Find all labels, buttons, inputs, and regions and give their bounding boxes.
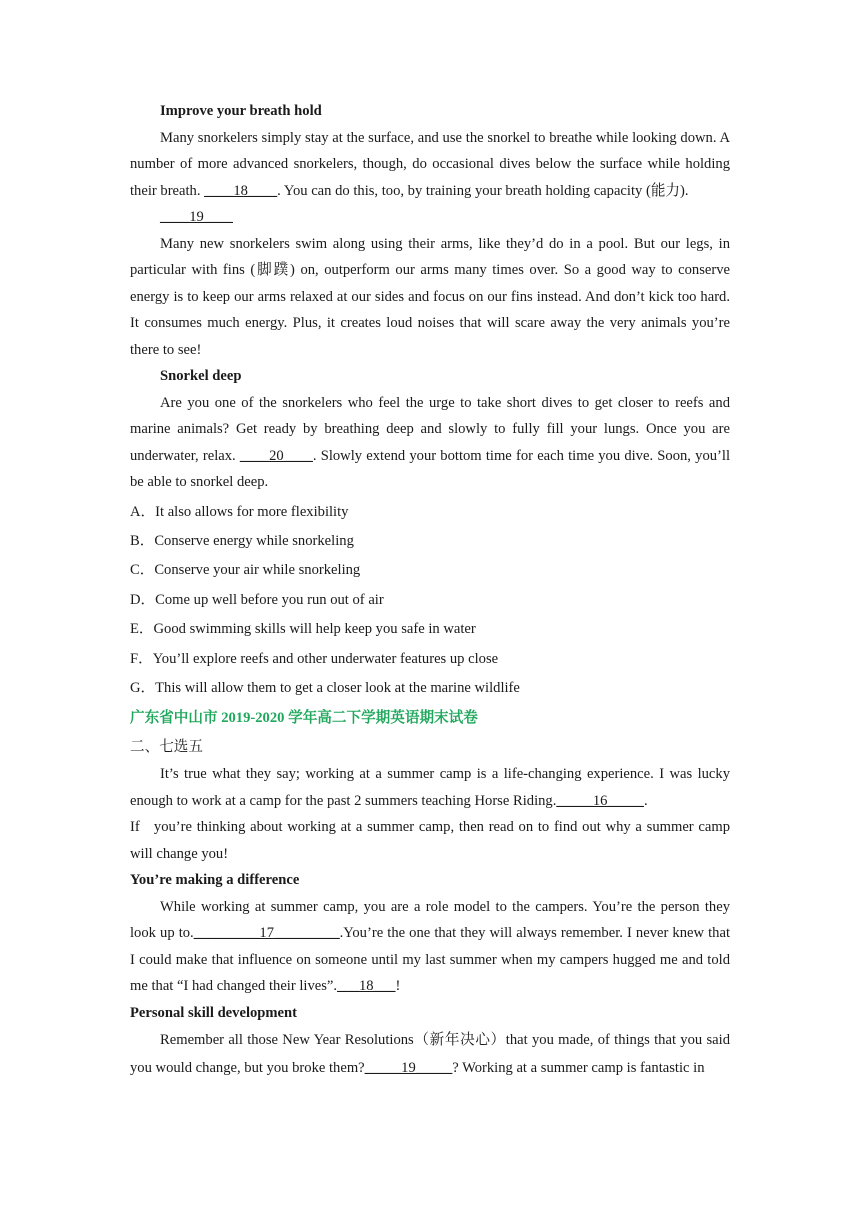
text-segment: .	[643, 792, 648, 809]
paragraph-resolutions	[130, 1026, 730, 1082]
options-list	[130, 498, 730, 704]
paragraph-summer-camp-intro	[130, 761, 730, 814]
heading-breath-hold: Improve your breath hold	[160, 103, 322, 119]
blank-18: ____18____	[204, 182, 278, 199]
option-a: A．It also allows for more flexibility	[130, 503, 349, 520]
blank-19-heading	[130, 204, 730, 231]
option-g: G．This will allow them to get a closer look at the marine wildlife	[130, 679, 520, 696]
paragraph-snorkel-deep	[130, 390, 730, 496]
blank-19: ____19____	[160, 209, 233, 225]
text-segment: Are you one of the snorkelers who feel the urge to take short dives to get closer to reefs and marine animals? Get ready by breathing deep and slowly to fully fill your lungs. Once you are underwater, relax.	[130, 394, 730, 464]
blank-18b: ___18___	[337, 978, 396, 995]
text-segment: Many snorkelers simply stay at the surface, and use the snorkel to breathe while looking down. A number of more advanced snorkelers, though, do occasional dives below the surface while holding their breath.	[130, 129, 730, 199]
paragraph-role-model	[130, 894, 730, 1000]
paragraph-breath-hold	[130, 125, 730, 205]
blank-19b: _____19_____	[364, 1060, 453, 1077]
heading-skill-development: Personal skill development	[130, 1004, 298, 1021]
option-e: E．Good swimming skills will help keep you safe in water	[130, 621, 476, 638]
heading-snorkel-deep: Snorkel deep	[160, 368, 242, 384]
section-title: 二、七选五	[130, 739, 203, 756]
blank-16: _____16_____	[556, 792, 644, 809]
text-segment: . You can do this, too, by training your breath holding capacity (能力).	[277, 182, 689, 199]
text-segment: While working at summer camp, you are a role model to the campers. You’re the person they look up to.	[130, 898, 730, 942]
blank-17: _________17_________	[193, 925, 340, 942]
text-segment: . Slowly extend your bottom time for each time you dive. Soon, you’ll be able to snorkel deep.	[130, 447, 731, 490]
blank-20: ____20____	[239, 447, 313, 464]
option-b: B．Conserve energy while snorkeling	[130, 532, 354, 549]
source-title: 广东省中山市 2019-2020 学年高二下学期英语期末试卷	[130, 710, 478, 727]
text-segment: ? Working at a summer camp is fantastic in	[452, 1060, 705, 1077]
heading-making-difference: You’re making a difference	[130, 872, 300, 889]
option-f: F．You’ll explore reefs and other underwater features up close	[130, 650, 499, 667]
text-segment: It’s true what they say; working at a summer camp is a life-changing experience. I was lucky enough to work at a camp for the past 2 summers teaching Horse Riding.	[130, 766, 730, 809]
text-segment: !	[395, 978, 401, 995]
text-segment: .You’re the one that they will always remember. I never knew that I could make that influence on someone until my last summer when my campers hugged me and told me that “I had changed their lives”.	[130, 925, 730, 995]
option-c: C．Conserve your air while snorkeling	[130, 562, 361, 579]
document-page	[130, 98, 734, 1082]
paragraph-read-on: If you’re thinking about working at a summer camp, then read on to find out why a summer camp will change you!	[130, 819, 734, 862]
paragraph-legs-fins: Many new snorkelers swim along using their arms, like they’d do in a pool. But our legs, in particular with fins (脚蹼) on, outperform our arms many times over. So a good way to conserve energy is to keep our arms relaxed at our sides and focus on our fins instead. And don’t kick too hard. It consumes much energy. Plus, it creates loud noises that will scare away the very animals you’re there to see!	[130, 235, 730, 358]
text-segment: Remember all those New Year Resolutions（新年决心）that you made, of things that you said you would change, but you broke them?	[130, 1032, 730, 1077]
option-d: D．Come up well before you run out of air	[130, 591, 384, 608]
